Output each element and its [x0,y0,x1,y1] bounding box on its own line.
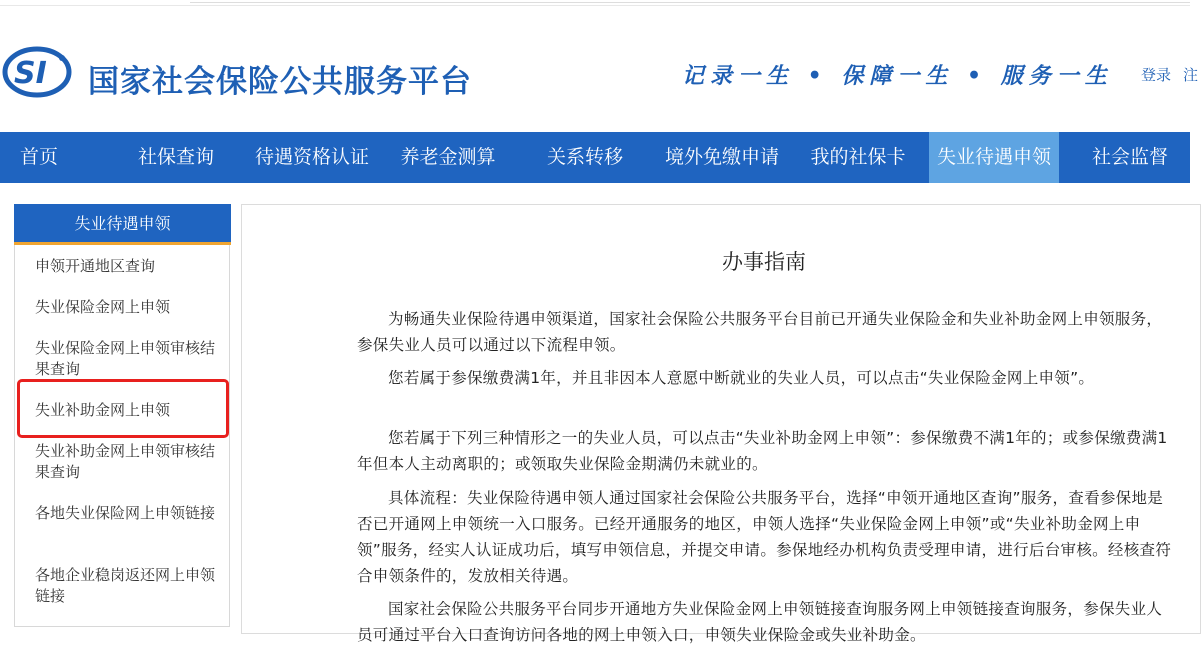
sidebar-link-insurance-apply[interactable]: 失业保险金网上申领 [35,298,171,316]
login-link[interactable]: 登录 [1141,66,1172,84]
nav-item-social-security-query[interactable]: 社保查询 [137,146,214,168]
sidebar-link-insurance-review-result[interactable]: 失业保险金网上申领审核结果查询 [35,339,216,378]
site-title[interactable]: 国家社会保险公共服务平台 [88,64,472,100]
page-title: 办事指南 [722,250,806,274]
site-header [0,6,1199,132]
nav-item-pension-calculator[interactable]: 养老金测算 [400,146,496,168]
nav-item-home[interactable]: 首页 [19,146,58,168]
guide-paragraph: 国家社会保险公共服务平台同步开通地方失业保险金网上申领链接查询服务网上申领链接查询服务，参保失业人员可通过平台入口查询访问各地的网上申领入口，申领失业保险金或失业补助金。 [357,600,1163,644]
main-nav [0,132,1190,183]
sidebar-title: 失业待遇申领 [14,204,231,245]
nav-item-benefit-qualification[interactable]: 待遇资格认证 [254,146,369,168]
nav-item-overseas-exemption[interactable]: 境外免缴申请 [664,146,779,168]
site-slogan: 记录一生 • 保障一生 • 服务一生 [682,63,1113,89]
sidebar-link-regional-insurance-links[interactable]: 各地失业保险网上申领链接 [35,504,216,522]
guide-paragraph: 您若属于下列三种情形之一的失业人员，可以点击“失业补助金网上申领”：参保缴费不满1年的；或参保缴费满1年但本人主动离职的；或领取失业保险金期满仍未就业的。 [357,429,1168,473]
nav-item-social-supervision[interactable]: 社会监督 [1091,146,1168,168]
si-logo-icon[interactable] [2,46,72,98]
sidebar-link-job-stabilization-links[interactable]: 各地企业稳岗返还网上申领链接 [35,566,216,605]
nav-item-my-social-card[interactable]: 我的社保卡 [810,146,906,168]
sidebar-link-region-query[interactable]: 申领开通地区查询 [35,257,156,275]
register-link[interactable]: 注 [1183,66,1199,84]
sidebar-link-subsidy-review-result[interactable]: 失业补助金网上申领审核结果查询 [35,442,216,481]
sidebar-link-subsidy-apply[interactable]: 失业补助金网上申领 [35,401,171,419]
guide-paragraph: 为畅通失业保险待遇申领渠道，国家社会保险公共服务平台目前已开通失业保险金和失业补助金网上申领服务，参保失业人员可以通过以下流程申领。 [357,310,1163,354]
guide-paragraph: 您若属于参保缴费满1年，并且非因本人意愿中断就业的失业人员，可以点击“失业保险金网上申领”。 [388,369,1095,387]
svg-text:SI: SI [14,56,47,91]
nav-item-relationship-transfer[interactable]: 关系转移 [546,146,623,168]
highlight-annotation [17,379,229,438]
nav-item-unemployment-benefits[interactable]: 失业待遇申领 [929,132,1059,183]
guide-paragraph: 具体流程：失业保险待遇申领人通过国家社会保险公共服务平台，选择“申领开通地区查询”服务，查看参保地是否已开通网上申领统一入口服务。已经开通服务的地区，申领人选择“失业保险金网上申领”或“失业补助金网上申领”服务，经实人认证成功后，填写申领信息，并提交申请。参保地经办机构负责受理申请，进行后台审核。经核查符合申领条件的，发放相关待遇。 [357,489,1172,585]
